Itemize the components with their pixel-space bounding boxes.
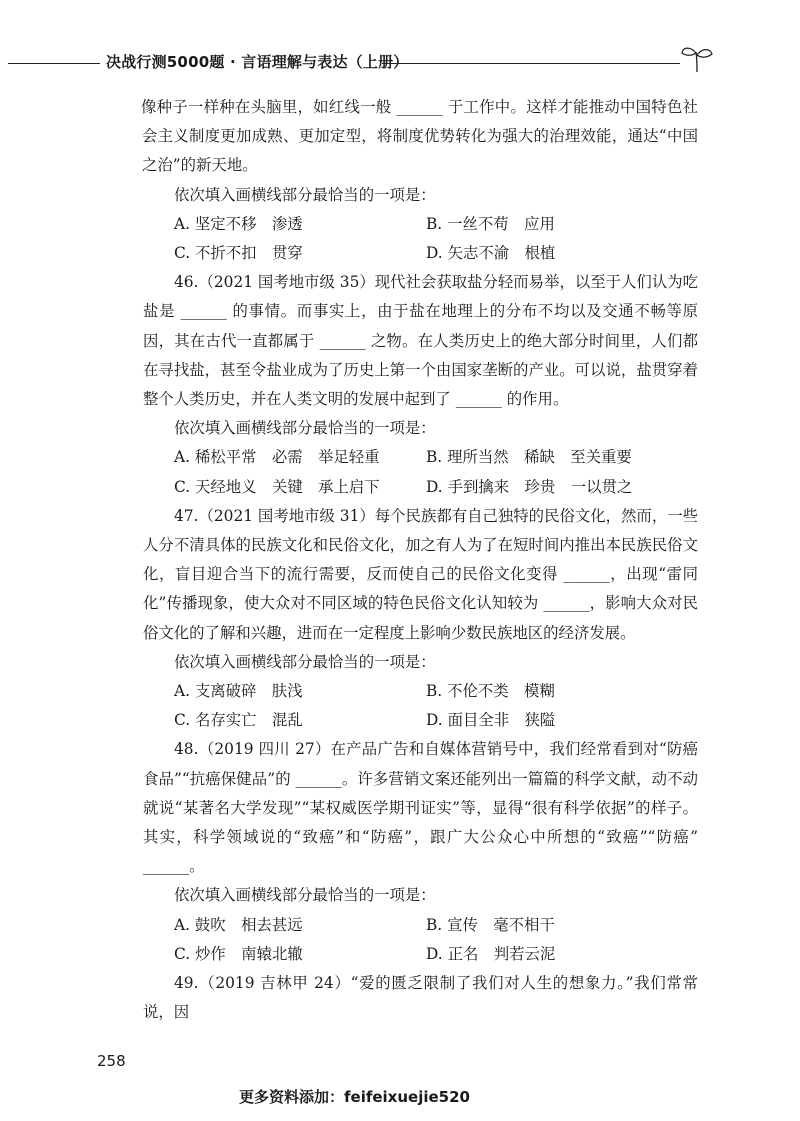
question-prompt: 依次填入画横线部分最恰当的一项是：	[174, 185, 436, 204]
question-47: 47.（2021 国考地市级 31）每个民族都有自己独特的民俗文化，然而，一些人分不清具体的民族文化和民俗文化，加之有人为了在短时间内推出本民族民俗文化，盲目迎合当下的流行需要，反而使自己的民俗文化变得 ______，出现“雷同化”传播现象，使大众对不同区域的特色民俗文化认知较为 ______，影响大众对民俗文化的了解和兴趣，进而在一定程度上影响少数民族地区的经济发展。	[143, 506, 698, 642]
option-b: B. 一丝不苟 应用	[426, 214, 555, 233]
option-d: D. 手到擒来 珍贵 一以贯之	[426, 477, 633, 496]
header-rule-left	[8, 63, 100, 64]
options-q47	[143, 677, 698, 735]
question-prompt: 依次填入画横线部分最恰当的一项是：	[174, 419, 436, 438]
option-a: A. 稀松平常 必需 举足轻重	[174, 448, 380, 467]
option-d: D. 面目全非 狭隘	[426, 711, 556, 730]
question-prompt: 依次填入画横线部分最恰当的一项是：	[174, 652, 436, 671]
header-rule-right	[382, 63, 680, 64]
book-title: 决战行测5000题 · 言语理解与表达（上册）	[106, 53, 409, 71]
options-q48	[143, 911, 698, 969]
option-d: D. 矢志不渝 根植	[426, 244, 556, 263]
options-q46	[143, 443, 698, 501]
paragraph-q45-continued: 像种子一样种在头脑里，如红线一般 ______ 于工作中。这样才能推动中国特色社会主义制度更加成熟、更加定型，将制度优势转化为强大的治理效能，通达“中国之治”的新天地。	[141, 98, 698, 175]
running-header	[0, 44, 800, 76]
option-a: A. 支离破碎 肤浅	[174, 682, 303, 701]
option-c: C. 不折不扣 贯穿	[174, 244, 303, 263]
option-c: C. 名存实亡 混乱	[174, 711, 303, 730]
question-48: 48.（2019 四川 27）在产品广告和自媒体营销号中，我们经常看到对“防癌食品”“抗癌保健品”的 ______。许多营销文案还能列出一篇篇的科学文献，动不动就说“某著名大学发现”“某权威医学期刊证实”等，显得“很有科学依据”的样子。其实，科学领域说的“致癌”和“防癌”，跟广大公众心中所想的“致癌”“防癌” ______。	[143, 740, 698, 876]
footer-note: 更多资料添加：feifeixuejie520	[239, 1088, 470, 1106]
option-d: D. 正名 判若云泥	[426, 944, 556, 963]
option-a: A. 鼓吹 相去甚远	[174, 915, 303, 934]
question-46: 46.（2021 国考地市级 35）现代社会获取盐分轻而易举，以至于人们认为吃盐是 ______ 的事情。而事实上，由于盐在地理上的分布不均以及交通不畅等原因，其在古代一直都属于 ______ 之物。在人类历史上的绝大部分时间里，人们都在寻找盐，甚至令盐业成为了历史上第一个由国家垄断的产业。可以说，盐贯穿着整个人类历史，并在人类文明的发展中起到了 ______ 的作用。	[143, 273, 698, 409]
options-q45	[143, 210, 698, 268]
page-body	[143, 93, 698, 1028]
option-a: A. 坚定不移 渗透	[174, 214, 303, 233]
option-b: B. 不伦不类 模糊	[426, 682, 555, 701]
sprout-icon	[680, 44, 714, 74]
option-b: B. 理所当然 稀缺 至关重要	[426, 448, 632, 467]
option-c: C. 炒作 南辕北辙	[174, 944, 303, 963]
question-49: 49.（2019 吉林甲 24）“爱的匮乏限制了我们对人生的想象力。”我们常常说，因	[143, 974, 698, 1022]
option-c: C. 天经地义 关键 承上启下	[174, 477, 380, 496]
question-prompt: 依次填入画横线部分最恰当的一项是：	[174, 886, 436, 905]
page-number: 258	[97, 1052, 126, 1070]
option-b: B. 宣传 毫不相干	[426, 915, 555, 934]
